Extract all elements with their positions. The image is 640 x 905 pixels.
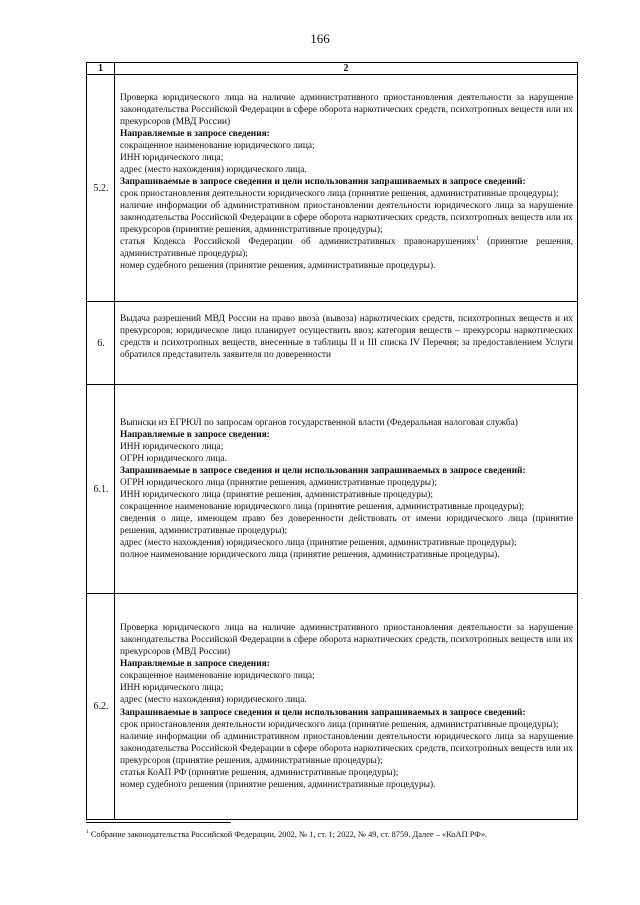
page-number: 166 — [310, 31, 330, 46]
list-item: номер судебного решения (принятие решения, административные процедуры). — [120, 779, 436, 790]
header-col-1: 1 — [87, 63, 115, 75]
list-item: срок приостановления деятельности юридического лица (принятие решения, административные процедуры); — [120, 719, 559, 730]
table-row — [87, 594, 578, 820]
row-number: 5.2. — [87, 75, 115, 302]
footnote — [86, 830, 586, 839]
section-heading: Направляемые в запросе сведения: — [120, 429, 270, 440]
footnote-marker: 1 — [86, 829, 89, 836]
service-title: Выписки из ЕГРЮЛ по запросам органов государственной власти (Федеральная налоговая служба) — [120, 417, 518, 428]
list-item: ОГРН юридического лица (принятие решения, административные процедуры); — [120, 477, 437, 488]
section-heading: Направляемые в запросе сведения: — [120, 659, 270, 670]
section-heading: Запрашиваемые в запросе сведения и цели использования запрашиваемых в запросе сведений: — [120, 176, 526, 187]
footnote-text: Собрание законодательства Российской Федерации, 2002, № 1, ст. 1; 2022, № 49, ст. 8759. Далее – «КоАП РФ». — [88, 830, 488, 839]
row-content — [115, 302, 578, 385]
section-heading: Направляемые в запросе сведения: — [120, 128, 270, 139]
table-header-row — [87, 63, 578, 75]
list-item: наличие информации об административном приостановлении деятельности юридического лица за нарушение законодательства Российской Федерации в сфере оборота наркотических средств, психотропных веществ или их прекурсоров (принятие решения, административные процедуры); — [120, 201, 573, 236]
list-item — [120, 236, 573, 260]
list-item: сокращенное наименование юридического лица; — [120, 140, 315, 151]
service-title: Проверка юридического лица на наличие административного приостановления деятельности за нарушение законодательства Российской Федерации в сфере оборота наркотических средств, психотропных веществ или их прекурсоров (МВД России) — [120, 92, 573, 127]
list-item-text: (принятие решения, административные процедуры); — [120, 237, 573, 260]
list-item: адрес (место нахождения) юридического лица. — [120, 695, 307, 706]
table-row — [87, 75, 578, 302]
table-row — [87, 385, 578, 594]
list-item: сведения о лице, имеющем право без доверенности действовать от имени юридического лица (принятие решения, административные процедуры); — [120, 514, 573, 537]
service-title: Выдача разрешений МВД России на право ввоза (вывоза) наркотических средств, психотропных веществ и их прекурсоров; юридическое лицо планирует осуществить ввоз; категория веществ – прекурсоры наркотических средств и психотропных веществ, внесенные в таблицы II и III списка IV Перечня; за предоставлением Услуги обратился представитель заявителя по доверенности — [120, 313, 573, 361]
row-number: 6.1. — [87, 385, 115, 594]
services-table — [86, 62, 578, 820]
list-item: номер судебного решения (принятие решения, административные процедуры). — [120, 261, 436, 272]
list-item: сокращенное наименование юридического лица (принятие решения, административные процедуры); — [120, 502, 525, 513]
list-item: сокращенное наименование юридического лица; — [120, 671, 315, 682]
list-item: ИНН юридического лица; — [120, 152, 224, 163]
header-col-2: 2 — [115, 63, 578, 75]
list-item: адрес (место нахождения) юридического лица. — [120, 164, 307, 175]
footnote-ref: 1 — [475, 236, 479, 243]
row-number: 6. — [87, 302, 115, 385]
list-item: срок приостановления деятельности юридического лица (принятие решения, административные процедуры); — [120, 189, 559, 200]
row-number: 6.2. — [87, 594, 115, 820]
row-content — [115, 385, 578, 594]
row-content — [115, 594, 578, 820]
list-item: ИНН юридического лица; — [120, 441, 224, 452]
list-item: ОГРН юридического лица. — [120, 453, 227, 464]
list-item: статья КоАП РФ (принятие решения, административные процедуры); — [120, 767, 399, 778]
list-item: ИНН юридического лица; — [120, 683, 224, 694]
section-heading: Запрашиваемые в запросе сведения и цели использования запрашиваемых в запросе сведений: — [120, 707, 526, 718]
footnote-divider — [86, 822, 231, 823]
list-item: полное наименование юридического лица (принятие решения, административные процедуры). — [120, 550, 500, 561]
section-heading: Запрашиваемые в запросе сведения и цели использования запрашиваемых в запросе сведений: — [120, 465, 526, 476]
list-item: наличие информации об административном приостановлении деятельности юридического лица за нарушение законодательства Российской Федерации в сфере оборота наркотических средств, психотропных веществ или их прекурсоров (принятие решения, административные процедуры); — [120, 731, 573, 766]
table-row — [87, 302, 578, 385]
service-title: Проверка юридического лица на наличие административного приостановления деятельности за нарушение законодательства Российской Федерации в сфере оборота наркотических средств, психотропных веществ или их прекурсоров (МВД России) — [120, 623, 573, 658]
row-content — [115, 75, 578, 302]
list-item-text: статья Кодекса Российской Федерации об административных правонарушениях — [120, 237, 476, 248]
list-item: адрес (место нахождения) юридического лица (принятие решения, административные процедуры); — [120, 538, 517, 549]
list-item: ИНН юридического лица (принятие решения, административные процедуры); — [120, 490, 433, 500]
